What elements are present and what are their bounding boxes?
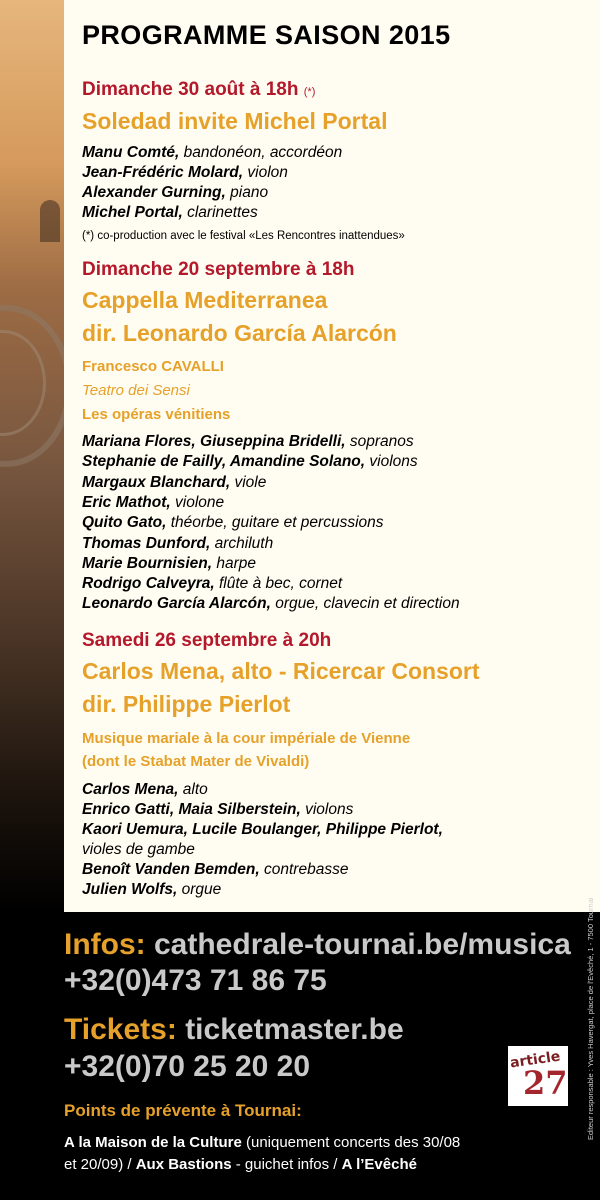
concert-3-date: Samedi 26 septembre à 20h [82, 630, 332, 651]
performer-role: violons [365, 453, 418, 471]
concert-1-date: Dimanche 30 août à 18h (*) [82, 79, 316, 100]
editor-credit: Editeur responsable : Yves Havergat, place de l'Evêché, 1 - 7500 Tournai [586, 897, 595, 1140]
performer-role: harpe [212, 554, 257, 572]
logo-number: 27 [523, 1064, 568, 1102]
tickets-line [64, 1013, 404, 1047]
performer-line [82, 574, 342, 594]
concert-2-subtitle: Les opéras vénitiens [82, 406, 231, 423]
concert-2-date: Dimanche 20 septembre à 18h [82, 259, 355, 280]
performer-name: Eric Mathot, [82, 493, 171, 511]
concert-2-work: Teatro dei Sensi [82, 382, 190, 399]
performer-line [82, 534, 273, 554]
performer-name: Leonardo García Alarcón, [82, 595, 271, 613]
tickets-url[interactable]: ticketmaster.be [185, 1013, 404, 1046]
performer-role: violon [243, 164, 288, 181]
concert-2-title: Cappella Mediterranea [82, 287, 328, 313]
concert-3-program-note: (dont le Stabat Mater de Vivaldi) [82, 753, 310, 770]
performer-name: Kaori Uemura, Lucile Boulanger, Philippe Pierlot, [82, 821, 443, 838]
presale-title: Points de prévente à Tournai: [64, 1101, 302, 1120]
performer-line [82, 163, 288, 183]
performer-role: alto [178, 781, 208, 798]
performer-role: violes de gambe [82, 841, 195, 858]
performer-line [82, 594, 460, 614]
performer-name: Alexander Gurning, [82, 184, 226, 201]
asterisk-note: (*) [303, 86, 316, 98]
info-line [64, 928, 571, 962]
performer-line [82, 554, 256, 574]
article27-logo [508, 1046, 568, 1106]
performer-line [82, 840, 195, 860]
performer-name: Margaux Blanchard, [82, 473, 231, 491]
performer-role: violone [170, 493, 225, 511]
performer-role: bandonéon, accordéon [179, 144, 343, 161]
performer-line [82, 203, 258, 223]
page-title: PROGRAMME SAISON 2015 [82, 20, 451, 50]
coproduction-note: (*) co-production avec le festival «Les Rencontres inattendues» [82, 230, 405, 242]
performer-line [82, 780, 208, 800]
performer-role: théorbe, guitare et percussions [166, 514, 384, 532]
performer-name: Michel Portal, [82, 204, 183, 221]
performer-line [82, 452, 418, 472]
window-shape [40, 200, 60, 242]
performer-line [82, 143, 342, 163]
concert-2-director: dir. Leonardo García Alarcón [82, 320, 397, 346]
performer-role: violons [300, 801, 354, 818]
concert-3-program: Musique mariale à la cour impériale de Vienne [82, 730, 411, 747]
performer-name: Manu Comté, [82, 144, 180, 161]
performer-line [82, 493, 224, 513]
cathedral-photo [0, 0, 64, 912]
performer-role: orgue, clavecin et direction [270, 595, 460, 613]
performer-line [82, 800, 353, 820]
performer-role: clarinettes [182, 204, 258, 221]
performer-line [82, 880, 221, 900]
performer-role: flûte à bec, cornet [214, 575, 343, 593]
concert-2-composer: Francesco CAVALLI [82, 358, 224, 375]
performer-name: Enrico Gatti, Maia Silberstein, [82, 801, 301, 818]
presale-line-2: et 20/09) / Aux Bastions - guichet infos / A l’Evêché [64, 1156, 417, 1173]
performer-name: Mariana Flores, Giuseppina Bridelli, [82, 433, 346, 450]
performer-name: Quito Gato, [82, 514, 167, 532]
presale-line-1: A la Maison de la Culture (uniquement concerts des 30/08 [64, 1134, 461, 1151]
performer-name: Rodrigo Calveyra, [82, 575, 215, 593]
performer-name: Stephanie de Failly, Amandine Solano, [82, 453, 366, 471]
info-url[interactable]: cathedrale-tournai.be/musica [154, 928, 571, 961]
performer-line [82, 473, 266, 493]
performer-role: piano [225, 184, 269, 201]
performer-line [82, 183, 268, 203]
performer-line [82, 513, 384, 533]
tickets-phone: +32(0)70 25 20 20 [64, 1050, 311, 1083]
performer-name: Julien Wolfs, [82, 881, 178, 898]
performer-role: contrebasse [259, 861, 349, 878]
performer-name: Marie Bournisien, [82, 554, 213, 572]
performer-name: Thomas Dunford, [82, 534, 211, 552]
info-label: Infos: [64, 928, 146, 961]
performer-line [82, 860, 348, 880]
performer-line [82, 432, 414, 452]
performer-line [82, 820, 443, 840]
logo-word: article [509, 1048, 562, 1072]
concert-3-director: dir. Philippe Pierlot [82, 691, 291, 717]
performer-name: Carlos Mena, [82, 781, 179, 798]
performer-name: Jean-Frédéric Molard, [82, 164, 244, 181]
performer-role: sopranos [345, 433, 414, 450]
performer-role: viole [230, 473, 267, 491]
info-phone: +32(0)473 71 86 75 [64, 964, 327, 997]
performer-name: Benoît Vanden Bemden, [82, 861, 260, 878]
concert-3-title: Carlos Mena, alto - Ricercar Consort [82, 658, 480, 684]
tickets-label: Tickets: [64, 1013, 177, 1046]
performer-role: archiluth [210, 534, 274, 552]
concert-1-title: Soledad invite Michel Portal [82, 108, 388, 134]
performer-role: orgue [177, 881, 222, 898]
